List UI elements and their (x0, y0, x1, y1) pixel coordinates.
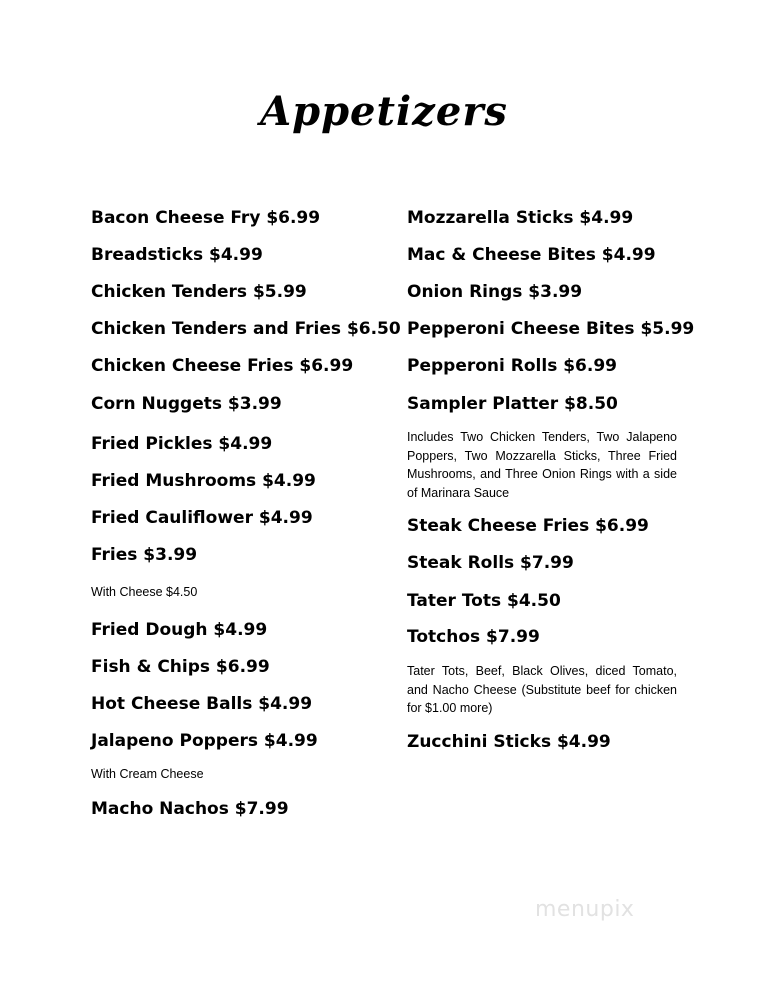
menu-item-chicken-cheese-fries: Chicken Cheese Fries $6.99 (91, 356, 354, 376)
menu-item-corn-nuggets: Corn Nuggets $3.99 (91, 394, 282, 414)
menu-item-fried-dough: Fried Dough $4.99 (91, 620, 268, 640)
menu-item-sampler-platter: Sampler Platter $8.50 (407, 394, 618, 414)
menupix-watermark: menupix (535, 897, 635, 922)
menu-item-fried-mushrooms: Fried Mushrooms $4.99 (91, 471, 316, 491)
menu-item-macho-nachos: Macho Nachos $7.99 (91, 799, 289, 819)
menu-item-chicken-tenders: Chicken Tenders $5.99 (91, 282, 307, 302)
menu-item-note-fries: With Cheese $4.50 (91, 585, 198, 599)
menu-item-pepperoni-cheese-bites: Pepperoni Cheese Bites $5.99 (407, 319, 695, 339)
menu-item-jalapeno-poppers: Jalapeno Poppers $4.99 (91, 731, 318, 751)
menu-item-note-totchos: Tater Tots, Beef, Black Olives, diced Tomato, and Nacho Cheese (Substitute beef for chicken for $1.00 more) (407, 664, 677, 715)
menu-item-pepperoni-rolls: Pepperoni Rolls $6.99 (407, 356, 618, 376)
menu-item-fried-pickles: Fried Pickles $4.99 (91, 434, 273, 454)
menu-item-onion-rings: Onion Rings $3.99 (407, 282, 583, 302)
menu-item-mac-cheese-bites: Mac & Cheese Bites $4.99 (407, 245, 656, 265)
menu-item-bacon-cheese-fry: Bacon Cheese Fry $6.99 (91, 208, 321, 228)
menu-item-totchos: Totchos $7.99 (407, 627, 540, 647)
menu-item-breadsticks: Breadsticks $4.99 (91, 245, 263, 265)
menu-item-zucchini-sticks: Zucchini Sticks $4.99 (407, 732, 611, 752)
menu-item-steak-rolls: Steak Rolls $7.99 (407, 553, 574, 573)
menu-item-fries: Fries $3.99 (91, 545, 198, 565)
menu-item-note-sampler: Includes Two Chicken Tenders, Two Jalapeno Poppers, Two Mozzarella Sticks, Three Fried Mushrooms, and Three Onion Rings with a side of Marinara Sauce (407, 430, 677, 500)
page-title: Appetizers (260, 88, 508, 135)
menu-item-fish-chips: Fish & Chips $6.99 (91, 657, 270, 677)
menu-item-hot-cheese-balls: Hot Cheese Balls $4.99 (91, 694, 313, 714)
menu-item-fried-cauliflower: Fried Cauliflower $4.99 (91, 508, 313, 528)
menu-item-note-jalapeno: With Cream Cheese (91, 767, 204, 781)
menu-item-tater-tots: Tater Tots $4.50 (407, 591, 561, 611)
menu-item-chicken-tenders-fries: Chicken Tenders and Fries $6.50 (91, 319, 401, 339)
menu-item-steak-cheese-fries: Steak Cheese Fries $6.99 (407, 516, 649, 536)
menu-item-mozzarella-sticks: Mozzarella Sticks $4.99 (407, 208, 634, 228)
